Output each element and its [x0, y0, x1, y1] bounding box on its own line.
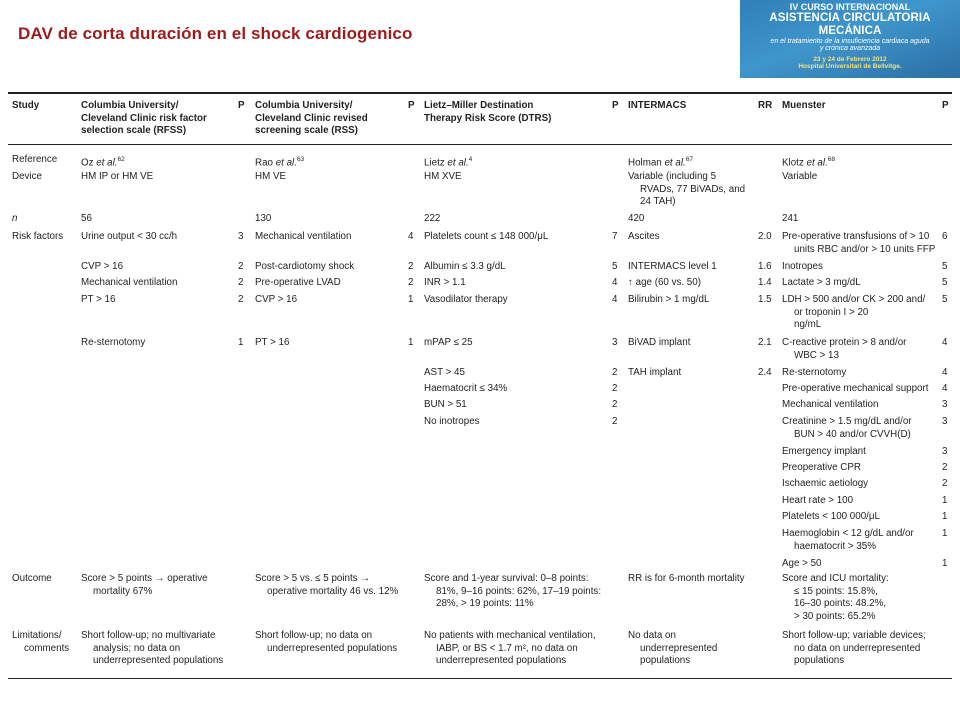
- limitations-dtrs: underrepresented populations: [436, 655, 567, 667]
- row-label-risk-factors: Risk factors: [12, 231, 64, 242]
- outcome-dtrs: Score and 1-year survival: 0–8 points:: [424, 573, 589, 584]
- limitations-intermacs: populations: [640, 655, 691, 667]
- risk-rfss-p: 2: [238, 261, 244, 272]
- slide-title: DAV de corta duración en el shock cardiogenico: [18, 24, 413, 43]
- header-rss: Cleveland Clinic revised: [255, 112, 368, 124]
- row-label-n: n: [12, 213, 18, 224]
- risk-rfss-p: 3: [238, 231, 244, 242]
- outcome-muenster: ≤ 15 points: 15.8%,: [794, 585, 878, 597]
- row-label-device: Device: [12, 171, 42, 182]
- risk-muenster-p: 3: [942, 446, 948, 457]
- risk-muenster-p: 1: [942, 495, 948, 506]
- header-p: P: [612, 100, 619, 111]
- risk-muenster: or troponin I > 20: [794, 306, 869, 318]
- risk-intermacs-rr: 2.4: [758, 367, 772, 378]
- outcome-muenster: > 30 points: 65.2%: [794, 610, 876, 622]
- risk-rfss: Re-sternotomy: [81, 337, 146, 348]
- risk-muenster: Inotropes: [782, 261, 823, 272]
- risk-intermacs: ↑ age (60 vs. 50): [628, 277, 701, 288]
- risk-muenster: BUN > 40 and/or CVVH(D): [794, 428, 911, 440]
- risk-intermacs-rr: 1.4: [758, 277, 772, 288]
- risk-rss: PT > 16: [255, 337, 290, 348]
- device-rfss: HM IP or HM VE: [81, 171, 154, 182]
- risk-dtrs: BUN > 51: [424, 399, 467, 410]
- header-rss: screening scale (RSS): [255, 125, 358, 137]
- logo-line: Hospital Universitari de Bellvitge.: [798, 63, 902, 71]
- risk-muenster-p: 2: [942, 462, 948, 473]
- risk-rss-p: 4: [408, 231, 414, 242]
- device-muenster: Variable: [782, 171, 818, 182]
- limitations-dtrs: IABP, or BS < 1.7 m², no data on: [436, 642, 578, 654]
- outcome-rss: Score > 5 vs. ≤ 5 points →: [255, 573, 371, 584]
- header-rr: RR: [758, 100, 773, 111]
- risk-dtrs: Haematocrit ≤ 34%: [424, 383, 508, 394]
- reference-muenster: Klotz et al.$^{68}$: [782, 156, 835, 169]
- risk-dtrs-p: 7: [612, 231, 618, 242]
- risk-dtrs-p: 4: [612, 277, 618, 288]
- table-header-rule: [8, 144, 952, 145]
- risk-muenster-p: 5: [942, 261, 948, 272]
- risk-muenster: WBC > 13: [794, 349, 839, 361]
- header-p: P: [408, 100, 415, 111]
- risk-dtrs-p: 2: [612, 416, 618, 427]
- risk-muenster: Re-sternotomy: [782, 367, 847, 378]
- risk-rss: CVP > 16: [255, 294, 298, 305]
- row-label-limitations: comments: [24, 642, 70, 654]
- risk-dtrs-p: 4: [612, 294, 618, 305]
- device-intermacs: Variable (including 5: [628, 171, 717, 182]
- risk-rfss: PT > 16: [81, 294, 116, 305]
- risk-rfss-p: 2: [238, 294, 244, 305]
- reference-intermacs: Holman et al.$^{67}$: [628, 156, 693, 169]
- risk-muenster: Lactate > 3 mg/dL: [782, 277, 861, 288]
- device-dtrs: HM XVE: [424, 171, 462, 182]
- limitations-intermacs: No data on: [628, 630, 676, 641]
- limitations-intermacs: underrepresented: [640, 642, 718, 654]
- risk-dtrs: Vasodilator therapy: [424, 294, 508, 305]
- risk-muenster-p: 3: [942, 416, 948, 427]
- limitations-muenster: Short follow-up; variable devices;: [782, 630, 926, 641]
- risk-dtrs-p: 3: [612, 337, 618, 348]
- risk-dtrs: Platelets count ≤ 148 000/μL: [424, 231, 549, 242]
- outcome-rfss: Score > 5 points → operative: [81, 573, 208, 584]
- limitations-rfss: underrepresented populations: [93, 655, 224, 667]
- risk-muenster: Age > 50: [782, 558, 822, 569]
- header-p: P: [238, 100, 245, 111]
- risk-muenster: Preoperative CPR: [782, 462, 861, 473]
- risk-dtrs: INR > 1.1: [424, 277, 466, 288]
- n-rss: 130: [255, 213, 272, 224]
- risk-rss-p: 1: [408, 337, 414, 348]
- outcome-rfss: mortality 67%: [93, 585, 153, 597]
- risk-dtrs-p: 5: [612, 261, 618, 272]
- risk-muenster: Mechanical ventilation: [782, 399, 879, 410]
- header-rfss: Cleveland Clinic risk factor: [81, 112, 207, 124]
- risk-muenster: haematocrit > 35%: [794, 540, 876, 552]
- risk-intermacs: BiVAD implant: [628, 337, 691, 348]
- risk-rfss-p: 2: [238, 277, 244, 288]
- risk-dtrs: AST > 45: [424, 367, 465, 378]
- risk-muenster: Emergency implant: [782, 446, 866, 457]
- risk-muenster: C-reactive protein > 8 and/or: [782, 337, 907, 348]
- risk-rss-p: 2: [408, 261, 414, 272]
- logo-line: y crónica avanzada: [819, 44, 881, 52]
- risk-rss: Pre-operative LVAD: [255, 277, 341, 288]
- header-rfss: Columbia University/: [81, 100, 179, 111]
- risk-muenster: units RBC and/or > 10 units FFP: [794, 243, 936, 255]
- reference-rfss: Oz et al.$^{62}$: [81, 156, 125, 169]
- risk-rfss-p: 1: [238, 337, 244, 348]
- risk-muenster-p: 4: [942, 367, 948, 378]
- reference-dtrs: Lietz et al.$^4$: [424, 156, 473, 169]
- logo-line: en el tratamiento de la insuficiencia cardiaca aguda: [770, 37, 930, 45]
- risk-muenster-p: 2: [942, 478, 948, 489]
- header-muenster: Muenster: [782, 100, 826, 111]
- risk-dtrs-p: 2: [612, 367, 618, 378]
- logo-line: IV CURSO INTERNACIONAL: [789, 2, 911, 12]
- risk-rss: Mechanical ventilation: [255, 231, 352, 242]
- header-rfss: selection scale (RFSS): [81, 125, 187, 137]
- limitations-dtrs: No patients with mechanical ventilation,: [424, 630, 596, 641]
- n-muenster: 241: [782, 213, 799, 224]
- risk-intermacs-rr: 2.0: [758, 231, 772, 242]
- table-top-rule: [8, 92, 952, 94]
- limitations-muenster: no data on underrepresented: [794, 642, 921, 654]
- outcome-rss: operative mortality 46 vs. 12%: [267, 585, 399, 597]
- risk-rfss: CVP > 16: [81, 261, 124, 272]
- risk-rss-p: 2: [408, 277, 414, 288]
- risk-intermacs: Ascites: [628, 231, 660, 242]
- risk-muenster-p: 1: [942, 528, 948, 539]
- risk-dtrs: No inotropes: [424, 416, 480, 427]
- risk-muenster: LDH > 500 and/or CK > 200 and/: [782, 294, 926, 305]
- risk-muenster-p: 1: [942, 511, 948, 522]
- risk-muenster-p: 6: [942, 231, 948, 242]
- n-rfss: 56: [81, 213, 92, 224]
- device-intermacs: 24 TAH): [640, 196, 676, 208]
- row-label-limitations: Limitations/: [12, 630, 62, 641]
- course-logo: [740, 0, 960, 78]
- limitations-rfss: Short follow-up; no multivariate: [81, 630, 216, 641]
- risk-muenster: Pre-operative mechanical support: [782, 383, 929, 394]
- outcome-dtrs: 28%, > 19 points: 11%: [436, 598, 534, 610]
- limitations-rss: Short follow-up; no data on: [255, 630, 373, 641]
- n-intermacs: 420: [628, 213, 645, 224]
- risk-dtrs-p: 2: [612, 383, 618, 394]
- risk-muenster-p: 4: [942, 337, 948, 348]
- header-study: Study: [12, 100, 40, 111]
- n-dtrs: 222: [424, 213, 441, 224]
- outcome-intermacs: RR is for 6-month mortality: [628, 573, 745, 584]
- header-rss: Columbia University/: [255, 100, 353, 111]
- header-p: P: [942, 100, 949, 111]
- header-intermacs: INTERMACS: [628, 100, 687, 111]
- risk-intermacs-rr: 1.6: [758, 261, 772, 272]
- risk-intermacs: INTERMACS level 1: [628, 261, 717, 272]
- limitations-rfss: analysis; no data on: [93, 642, 181, 654]
- device-rss: HM VE: [255, 171, 287, 182]
- reference-rss: Rao et al.$^{63}$: [255, 156, 305, 169]
- risk-intermacs: Bilirubin > 1 mg/dL: [628, 294, 710, 305]
- risk-muenster: Haemoglobin < 12 g/dL and/or: [782, 528, 914, 539]
- risk-score-table: [8, 92, 952, 679]
- risk-rfss: Urine output < 30 cc/h: [81, 231, 178, 242]
- risk-muenster-p: 5: [942, 294, 948, 305]
- risk-rfss: Mechanical ventilation: [81, 277, 178, 288]
- risk-muenster-p: 5: [942, 277, 948, 288]
- risk-dtrs-p: 2: [612, 399, 618, 410]
- device-intermacs: RVADs, 77 BiVADs, and: [640, 183, 746, 195]
- row-label-outcome: Outcome: [12, 573, 52, 584]
- risk-muenster: ng/mL: [794, 319, 822, 331]
- limitations-muenster: populations: [794, 655, 845, 667]
- risk-muenster: Pre-operative transfusions of > 10: [782, 231, 930, 242]
- risk-dtrs: Albumin ≤ 3.3 g/dL: [424, 261, 506, 272]
- outcome-muenster: 16–30 points: 48.2%,: [794, 598, 887, 610]
- risk-muenster: Ischaemic aetiology: [782, 478, 869, 489]
- risk-muenster: Platelets < 100 000/μL: [782, 511, 880, 522]
- outcome-dtrs: 81%, 9–16 points: 62%, 17–19 points:: [436, 585, 602, 597]
- limitations-rss: underrepresented populations: [267, 642, 398, 654]
- risk-dtrs: mPAP ≤ 25: [424, 337, 473, 348]
- risk-muenster: Creatinine > 1.5 mg/dL and/or: [782, 416, 912, 427]
- logo-line: ASISTENCIA CIRCULATORIA MECÁNICA: [769, 12, 931, 37]
- risk-muenster-p: 3: [942, 399, 948, 410]
- risk-rss-p: 1: [408, 294, 414, 305]
- risk-intermacs-rr: 1.5: [758, 294, 772, 305]
- risk-muenster-p: 4: [942, 383, 948, 394]
- header-dtrs: Therapy Risk Score (DTRS): [424, 112, 552, 124]
- risk-intermacs: TAH implant: [628, 367, 682, 378]
- table-bottom-rule: [8, 678, 952, 679]
- outcome-muenster: Score and ICU mortality:: [782, 573, 889, 584]
- row-label-reference: Reference: [12, 154, 58, 165]
- risk-muenster: Heart rate > 100: [782, 495, 854, 506]
- risk-intermacs-rr: 2.1: [758, 337, 772, 348]
- risk-muenster-p: 1: [942, 558, 948, 569]
- risk-rss: Post-cardiotomy shock: [255, 261, 355, 272]
- header-dtrs: Lietz–Miller Destination: [424, 100, 534, 111]
- logo-line: 23 y 24 de Febrero 2012: [813, 56, 887, 64]
